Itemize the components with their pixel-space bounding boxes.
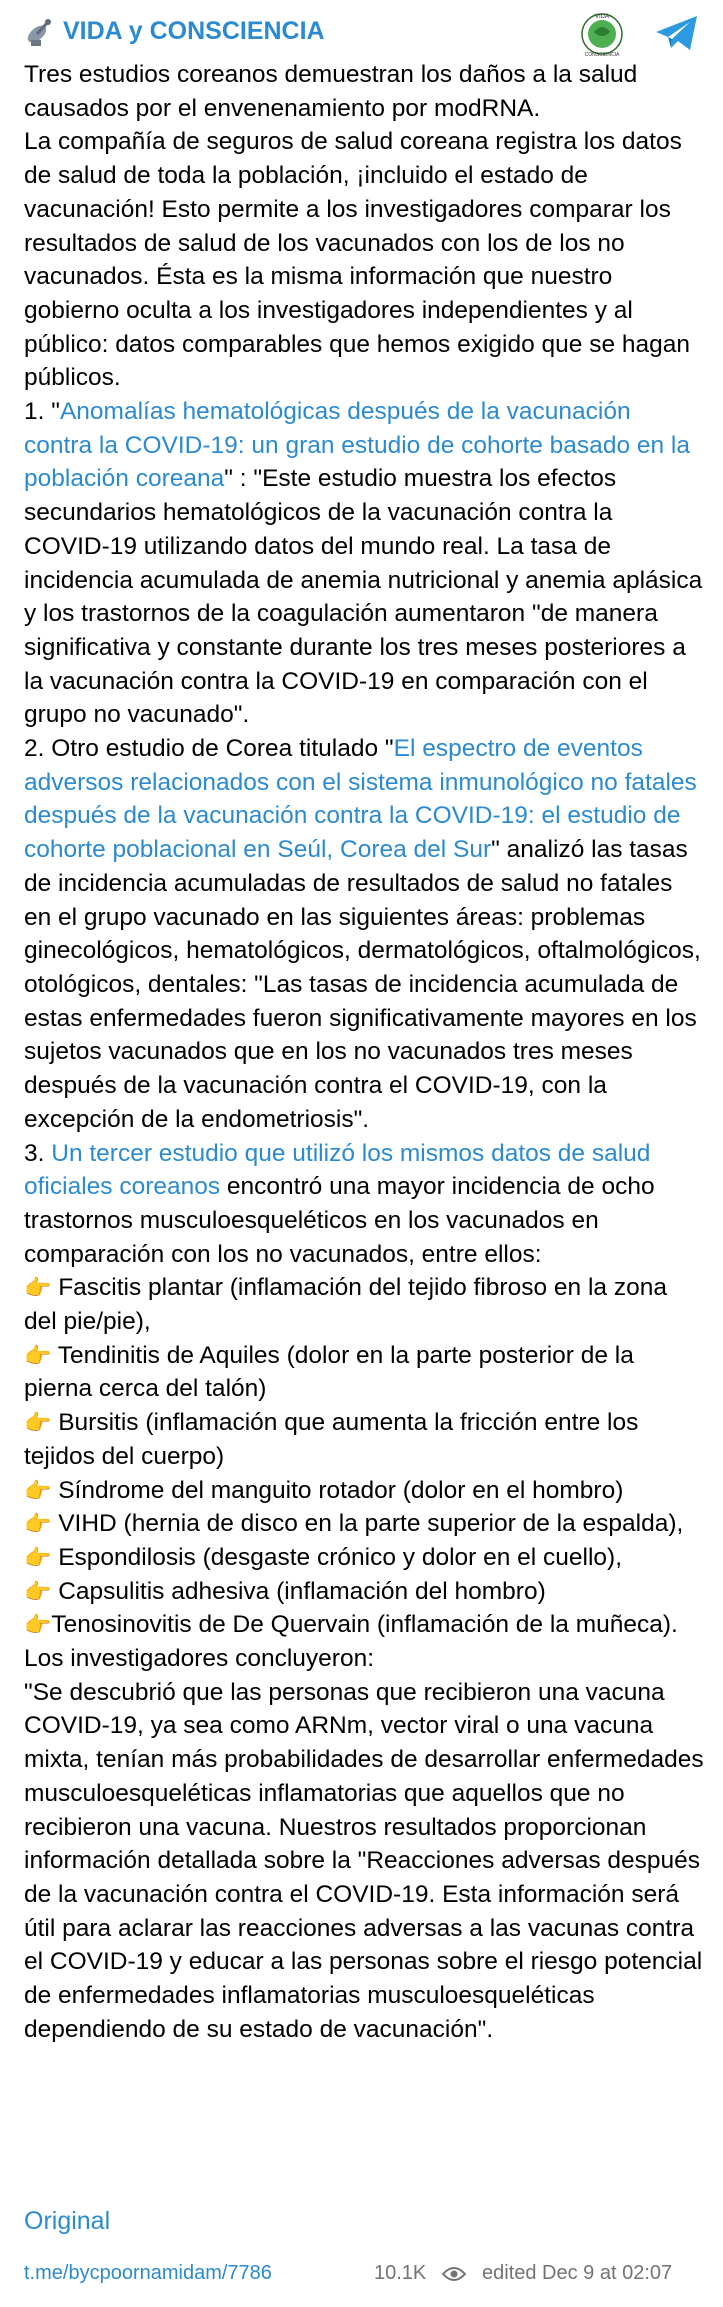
post-footer <box>24 2262 704 2292</box>
list-item: Tenosinovitis de De Quervain (inflamación de la muñeca). <box>51 1611 678 1639</box>
edited-timestamp: edited Dec 9 at 02:07 <box>482 2262 673 2284</box>
list-item: Capsulitis adhesiva (inflamación del hombro) <box>51 1577 546 1605</box>
list-item: Espondilosis (desgaste crónico y dolor en el cuello), <box>51 1543 623 1571</box>
list-item: Síndrome del manguito rotador (dolor en el hombro) <box>51 1476 624 1504</box>
svg-text:CONSCIENCIA: CONSCIENCIA <box>584 52 620 58</box>
telegram-icon[interactable] <box>654 14 700 52</box>
study-link-1[interactable]: Anomalías hematológicas después de la vacunación contra la COVID-19: un gran estudio de cohorte basado en la población coreana <box>24 398 697 493</box>
svg-text:VIDA: VIDA <box>594 14 610 20</box>
pointing-hand-icon: 👉 <box>24 1477 52 1503</box>
original-link[interactable]: Original <box>24 2207 111 2235</box>
pointing-hand-icon: 👉 <box>24 1342 52 1368</box>
post-intro: Tres estudios coreanos demuestran los daños a la salud causados por el envenenamiento por modRNA. La compañía de seguros de salud coreana registra los datos de salud de toda la población, ¡incluido el estado de vacunación! Esto permite a los investigadores comparar los resultados de salud de los vacunados con los de los no vacunados. Ésta es la misma información que nuestro gobierno oculta a los investigadores independientes y al público: datos comparables que hemos exigido que se hagan públicos. 1. " <box>24 61 691 426</box>
channel-logo <box>576 10 628 58</box>
list-item: Bursitis (inflamación que aumenta la fricción entre los tejidos del cuerpo) <box>24 1409 646 1470</box>
study-link-2[interactable]: El espectro de eventos adversos relacionados con el sistema inmunológico no fatales después de la vacunación contra la COVID-19: el estudio de cohorte poblacional en Seúl, Corea del Sur <box>24 735 704 864</box>
pointing-hand-icon: 👉 <box>24 1578 52 1604</box>
list-item: Tendinitis de Aquiles (dolor en la parte posterior de la pierna cerca del talón) <box>24 1341 641 1403</box>
study-link-3[interactable]: Un tercer estudio que utilizó los mismos datos de salud oficiales coreanos <box>24 1139 658 1201</box>
eye-icon <box>442 2264 466 2284</box>
pointing-hand-icon: 👉 <box>24 1511 52 1537</box>
pointing-hand-icon: 👉 <box>24 1410 52 1436</box>
post-conclusion: Los investigadores concluyeron: "Se descubrió que las personas que recibieron una vacuna COVID-19, ya sea como ARNm, vector viral o una vacuna mixta, tenían más probabilidades de desarrollar enfermedades musculoesqueléticas inflamatorias que aquellos que no recibieron una vacuna. Nuestros resultados proporcionan información detallada sobre la "Reacciones adversas después de la vacunación contra el COVID-19. Esta información será útil para aclarar las reacciones adversas a las vacunas contra el COVID-19 y educar a las personas sobre el riesgo potencial de enfermedades inflamatorias musculoesqueléticas dependiendo de su estado de vacunación". <box>24 1645 704 2043</box>
satellite-antenna-icon <box>23 14 57 48</box>
post-paragraph-3: encontró una mayor incidencia de ocho trastornos musculoesqueléticos en los vacunados en comparación con los no vacunados, entre ellos: <box>24 1173 662 1268</box>
channel-name: VIDA y CONSCIENCIA <box>63 16 325 45</box>
post-paragraph-2: " analizó las tasas de incidencia acumuladas de resultados de salud no fatales en el grupo vacunado en las siguientes áreas: problemas ginecológicos, hematológicos, dermatológicos, oftalmológicos, otológicos, dentales: "Las tasas de incidencia acumulada de estas enfermedades fueron significativamente mayores en los sujetos vacunados que en los no vacunados tres meses después de la vacunación contra el COVID-19, con la excepción de la endometriosis". 3. <box>24 836 701 1167</box>
pointing-hand-icon: 👉 <box>24 1612 52 1638</box>
list-item: Fascitis plantar (inflamación del tejido fibroso en la zona del pie/pie), <box>24 1274 674 1336</box>
channel-header <box>0 0 723 62</box>
post-url-link[interactable]: t.me/bycpoornamidam/7786 <box>24 2262 272 2284</box>
pointing-hand-icon: 👉 <box>24 1544 52 1570</box>
view-count: 10.1K <box>374 2262 427 2284</box>
list-item: VIHD (hernia de disco en la parte superior de la espalda), <box>51 1510 684 1538</box>
channel-title[interactable] <box>23 14 325 48</box>
post-paragraph-1: " : "Este estudio muestra los efectos secundarios hematológicos de la vacunación contra la COVID-19 utilizando datos del mundo real. La tasa de incidencia acumulada de anemia nutricional y anemia aplásica y los trastornos de la coagulación aumentaron "de manera significativa y constante durante los tres meses posteriores a la vacunación contra la COVID-19 en comparación con el grupo no vacunado". 2. Otro estudio de Corea titulado " <box>24 465 703 763</box>
post-text <box>24 58 704 2046</box>
pointing-hand-icon: 👉 <box>24 1275 52 1301</box>
